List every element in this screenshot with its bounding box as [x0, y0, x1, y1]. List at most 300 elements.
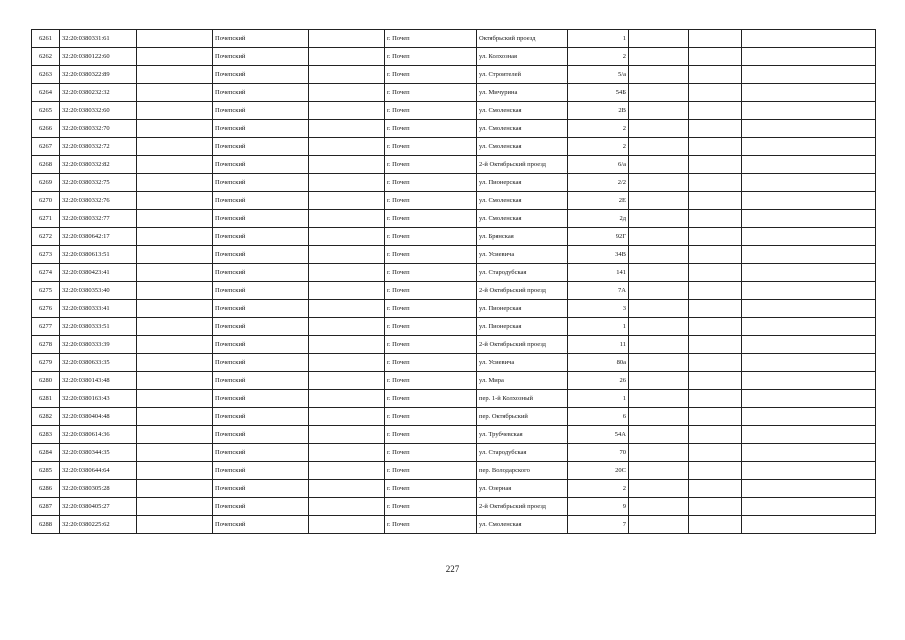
- cell-empty-col-10: [689, 84, 742, 102]
- cell-house-number: 2: [568, 138, 629, 156]
- cell-locality: г. Почеп: [385, 120, 477, 138]
- cell-cadastral-number: 32:20:0380613:51: [60, 246, 137, 264]
- cell-cadastral-number: 32:20:0380405:27: [60, 498, 137, 516]
- cell-empty-col-11: [742, 372, 876, 390]
- cell-empty-col-10: [689, 228, 742, 246]
- cell-cadastral-number: 32:20:0380331:61: [60, 30, 137, 48]
- cell-cadastral-number: 32:20:0380332:72: [60, 138, 137, 156]
- table-row: [32, 372, 876, 390]
- cell-district: Почепский: [213, 282, 309, 300]
- table-row: [32, 444, 876, 462]
- cell-empty-col-3: [137, 426, 213, 444]
- cell-empty-col-5: [309, 228, 385, 246]
- cell-house-number: 2/2: [568, 174, 629, 192]
- cell-district: Почепский: [213, 48, 309, 66]
- cell-row-number: 6261: [32, 30, 60, 48]
- cell-empty-col-11: [742, 246, 876, 264]
- table-row: [32, 66, 876, 84]
- cell-empty-col-3: [137, 48, 213, 66]
- cell-locality: г. Почеп: [385, 102, 477, 120]
- cell-locality: г. Почеп: [385, 264, 477, 282]
- cell-cadastral-number: 32:20:0380232:32: [60, 84, 137, 102]
- cell-empty-col-11: [742, 264, 876, 282]
- cell-house-number: 141: [568, 264, 629, 282]
- cell-row-number: 6263: [32, 66, 60, 84]
- cell-empty-col-3: [137, 336, 213, 354]
- cell-locality: г. Почеп: [385, 354, 477, 372]
- cell-locality: г. Почеп: [385, 444, 477, 462]
- cell-cadastral-number: 32:20:0380332:77: [60, 210, 137, 228]
- cell-cadastral-number: 32:20:0380143:48: [60, 372, 137, 390]
- cell-district: Почепский: [213, 372, 309, 390]
- cell-house-number: 92Г: [568, 228, 629, 246]
- cell-empty-col-10: [689, 174, 742, 192]
- cell-locality: г. Почеп: [385, 372, 477, 390]
- cell-house-number: 26: [568, 372, 629, 390]
- cell-empty-col-3: [137, 390, 213, 408]
- cell-empty-col-3: [137, 444, 213, 462]
- cell-locality: г. Почеп: [385, 318, 477, 336]
- cell-empty-col-9: [629, 282, 689, 300]
- cell-cadastral-number: 32:20:0380332:76: [60, 192, 137, 210]
- cell-cadastral-number: 32:20:0380305:28: [60, 480, 137, 498]
- cell-row-number: 6282: [32, 408, 60, 426]
- cell-locality: г. Почеп: [385, 84, 477, 102]
- cell-street: ул. Смоленская: [477, 102, 568, 120]
- cell-empty-col-3: [137, 102, 213, 120]
- cell-empty-col-9: [629, 354, 689, 372]
- cell-empty-col-3: [137, 192, 213, 210]
- cell-empty-col-3: [137, 138, 213, 156]
- cell-row-number: 6277: [32, 318, 60, 336]
- cell-street: 2-й Октябрьский проезд: [477, 156, 568, 174]
- cell-empty-col-9: [629, 498, 689, 516]
- cell-empty-col-11: [742, 390, 876, 408]
- cell-empty-col-3: [137, 498, 213, 516]
- cell-empty-col-5: [309, 354, 385, 372]
- cell-empty-col-9: [629, 264, 689, 282]
- cell-street: ул. Озерная: [477, 480, 568, 498]
- cell-row-number: 6272: [32, 228, 60, 246]
- cell-cadastral-number: 32:20:0380332:70: [60, 120, 137, 138]
- cell-house-number: 5/а: [568, 66, 629, 84]
- cell-locality: г. Почеп: [385, 156, 477, 174]
- cell-empty-col-10: [689, 444, 742, 462]
- cell-empty-col-10: [689, 138, 742, 156]
- cell-empty-col-11: [742, 480, 876, 498]
- cell-empty-col-3: [137, 264, 213, 282]
- cell-street: 2-й Октябрьский проезд: [477, 336, 568, 354]
- cell-row-number: 6286: [32, 480, 60, 498]
- cell-empty-col-11: [742, 408, 876, 426]
- cell-locality: г. Почеп: [385, 426, 477, 444]
- cell-locality: г. Почеп: [385, 498, 477, 516]
- cell-empty-col-9: [629, 246, 689, 264]
- cell-district: Почепский: [213, 300, 309, 318]
- cell-street: пер. Володарского: [477, 462, 568, 480]
- table-row: [32, 426, 876, 444]
- table-row: [32, 408, 876, 426]
- table-row: [32, 264, 876, 282]
- cell-locality: г. Почеп: [385, 408, 477, 426]
- cell-empty-col-11: [742, 66, 876, 84]
- cell-empty-col-3: [137, 210, 213, 228]
- table-row: [32, 174, 876, 192]
- cell-street: ул. Смоленская: [477, 516, 568, 534]
- cell-empty-col-10: [689, 408, 742, 426]
- cell-house-number: 2В: [568, 102, 629, 120]
- cell-empty-col-9: [629, 390, 689, 408]
- cell-row-number: 6281: [32, 390, 60, 408]
- cell-empty-col-5: [309, 444, 385, 462]
- cell-cadastral-number: 32:20:0380633:35: [60, 354, 137, 372]
- cell-district: Почепский: [213, 66, 309, 84]
- cell-empty-col-9: [629, 192, 689, 210]
- cell-empty-col-3: [137, 156, 213, 174]
- table-row: [32, 246, 876, 264]
- cell-house-number: 2Е: [568, 192, 629, 210]
- cell-street: Октябрьский проезд: [477, 30, 568, 48]
- cell-empty-col-11: [742, 498, 876, 516]
- cell-empty-col-3: [137, 228, 213, 246]
- cell-street: ул. Пионерская: [477, 300, 568, 318]
- cell-street: ул. Трубчевская: [477, 426, 568, 444]
- cell-empty-col-11: [742, 156, 876, 174]
- cell-street: ул. Пионерская: [477, 174, 568, 192]
- table-row: [32, 498, 876, 516]
- cell-row-number: 6265: [32, 102, 60, 120]
- cell-street: 2-й Октябрьский проезд: [477, 498, 568, 516]
- cell-locality: г. Почеп: [385, 174, 477, 192]
- cell-district: Почепский: [213, 174, 309, 192]
- cell-empty-col-11: [742, 336, 876, 354]
- cell-empty-col-10: [689, 102, 742, 120]
- cell-district: Почепский: [213, 336, 309, 354]
- cell-street: 2-й Октябрьский проезд: [477, 282, 568, 300]
- cell-street: ул. Колхозная: [477, 48, 568, 66]
- cell-empty-col-9: [629, 102, 689, 120]
- cell-row-number: 6275: [32, 282, 60, 300]
- cell-empty-col-11: [742, 462, 876, 480]
- cell-empty-col-5: [309, 390, 385, 408]
- cell-locality: г. Почеп: [385, 282, 477, 300]
- table-row: [32, 516, 876, 534]
- table-row: [32, 282, 876, 300]
- cell-district: Почепский: [213, 246, 309, 264]
- cell-street: пер. 1-й Колхозный: [477, 390, 568, 408]
- cell-empty-col-9: [629, 426, 689, 444]
- cell-empty-col-5: [309, 138, 385, 156]
- table-row: [32, 390, 876, 408]
- cell-cadastral-number: 32:20:0380333:39: [60, 336, 137, 354]
- cell-district: Почепский: [213, 228, 309, 246]
- cell-empty-col-5: [309, 210, 385, 228]
- cell-house-number: 3: [568, 300, 629, 318]
- cell-cadastral-number: 32:20:0380332:82: [60, 156, 137, 174]
- cell-empty-col-3: [137, 372, 213, 390]
- table-row: [32, 462, 876, 480]
- table-row: [32, 354, 876, 372]
- cell-house-number: 54А: [568, 426, 629, 444]
- cell-empty-col-9: [629, 210, 689, 228]
- cell-empty-col-3: [137, 174, 213, 192]
- cell-house-number: 9: [568, 498, 629, 516]
- cell-district: Почепский: [213, 192, 309, 210]
- cell-house-number: 70: [568, 444, 629, 462]
- cell-empty-col-10: [689, 480, 742, 498]
- cell-empty-col-10: [689, 426, 742, 444]
- cell-empty-col-11: [742, 120, 876, 138]
- table-row: [32, 102, 876, 120]
- cell-empty-col-3: [137, 300, 213, 318]
- table-row: [32, 192, 876, 210]
- cell-row-number: 6280: [32, 372, 60, 390]
- cell-empty-col-5: [309, 516, 385, 534]
- cell-row-number: 6268: [32, 156, 60, 174]
- cell-house-number: 11: [568, 336, 629, 354]
- cell-row-number: 6273: [32, 246, 60, 264]
- cell-cadastral-number: 32:20:0380353:40: [60, 282, 137, 300]
- cell-cadastral-number: 32:20:0380322:89: [60, 66, 137, 84]
- cell-cadastral-number: 32:20:0380333:51: [60, 318, 137, 336]
- cell-district: Почепский: [213, 84, 309, 102]
- cell-empty-col-3: [137, 480, 213, 498]
- table-row: [32, 228, 876, 246]
- cell-locality: г. Почеп: [385, 300, 477, 318]
- cell-empty-col-5: [309, 246, 385, 264]
- cell-empty-col-11: [742, 426, 876, 444]
- cell-house-number: 2д: [568, 210, 629, 228]
- cell-row-number: 6264: [32, 84, 60, 102]
- cell-street: ул. Смоленская: [477, 120, 568, 138]
- cell-house-number: 80а: [568, 354, 629, 372]
- cell-house-number: 1: [568, 30, 629, 48]
- cell-district: Почепский: [213, 444, 309, 462]
- cell-cadastral-number: 32:20:0380163:43: [60, 390, 137, 408]
- cell-locality: г. Почеп: [385, 462, 477, 480]
- cell-district: Почепский: [213, 120, 309, 138]
- cell-district: Почепский: [213, 498, 309, 516]
- cell-empty-col-3: [137, 120, 213, 138]
- cell-empty-col-3: [137, 84, 213, 102]
- cell-district: Почепский: [213, 264, 309, 282]
- cell-street: ул. Строителей: [477, 66, 568, 84]
- cell-empty-col-9: [629, 444, 689, 462]
- cell-row-number: 6266: [32, 120, 60, 138]
- cell-locality: г. Почеп: [385, 480, 477, 498]
- cell-empty-col-9: [629, 138, 689, 156]
- cell-locality: г. Почеп: [385, 48, 477, 66]
- cell-empty-col-10: [689, 192, 742, 210]
- cell-empty-col-10: [689, 372, 742, 390]
- cell-street: ул. Мичурина: [477, 84, 568, 102]
- cell-empty-col-11: [742, 174, 876, 192]
- cell-empty-col-9: [629, 48, 689, 66]
- cell-empty-col-9: [629, 156, 689, 174]
- cell-empty-col-5: [309, 336, 385, 354]
- cell-empty-col-5: [309, 426, 385, 444]
- cell-street: ул. Пионерская: [477, 318, 568, 336]
- cell-empty-col-10: [689, 462, 742, 480]
- cell-empty-col-10: [689, 48, 742, 66]
- cell-locality: г. Почеп: [385, 30, 477, 48]
- table-row: [32, 336, 876, 354]
- cell-empty-col-5: [309, 498, 385, 516]
- cell-cadastral-number: 32:20:0380614:36: [60, 426, 137, 444]
- cell-empty-col-9: [629, 84, 689, 102]
- cell-house-number: 2: [568, 480, 629, 498]
- cell-empty-col-9: [629, 336, 689, 354]
- cell-empty-col-9: [629, 228, 689, 246]
- cell-house-number: 6/а: [568, 156, 629, 174]
- cell-empty-col-10: [689, 390, 742, 408]
- cell-empty-col-9: [629, 318, 689, 336]
- table-row: [32, 84, 876, 102]
- land-plots-table: [31, 29, 876, 534]
- cell-empty-col-5: [309, 84, 385, 102]
- cell-empty-col-9: [629, 372, 689, 390]
- cell-empty-col-5: [309, 120, 385, 138]
- cell-cadastral-number: 32:20:0380333:41: [60, 300, 137, 318]
- table-row: [32, 300, 876, 318]
- cell-empty-col-11: [742, 138, 876, 156]
- cell-street: ул. Смоленская: [477, 192, 568, 210]
- cell-empty-col-11: [742, 48, 876, 66]
- cell-street: ул. Брянская: [477, 228, 568, 246]
- cell-empty-col-11: [742, 444, 876, 462]
- cell-empty-col-11: [742, 300, 876, 318]
- cell-district: Почепский: [213, 408, 309, 426]
- cell-empty-col-10: [689, 210, 742, 228]
- cell-empty-col-11: [742, 354, 876, 372]
- cell-locality: г. Почеп: [385, 390, 477, 408]
- cell-empty-col-11: [742, 516, 876, 534]
- cell-empty-col-5: [309, 480, 385, 498]
- cell-district: Почепский: [213, 516, 309, 534]
- cell-cadastral-number: 32:20:0380423:41: [60, 264, 137, 282]
- cell-row-number: 6279: [32, 354, 60, 372]
- cell-empty-col-3: [137, 516, 213, 534]
- cell-street: ул. Усиевича: [477, 246, 568, 264]
- cell-empty-col-10: [689, 120, 742, 138]
- cell-empty-col-5: [309, 192, 385, 210]
- cell-cadastral-number: 32:20:0380642:17: [60, 228, 137, 246]
- cell-empty-col-5: [309, 174, 385, 192]
- cell-empty-col-11: [742, 282, 876, 300]
- cell-row-number: 6267: [32, 138, 60, 156]
- cell-house-number: 54Б: [568, 84, 629, 102]
- cell-empty-col-3: [137, 30, 213, 48]
- cell-empty-col-9: [629, 462, 689, 480]
- cell-district: Почепский: [213, 102, 309, 120]
- cell-empty-col-10: [689, 156, 742, 174]
- cell-row-number: 6274: [32, 264, 60, 282]
- cell-empty-col-10: [689, 66, 742, 84]
- cell-row-number: 6270: [32, 192, 60, 210]
- cell-empty-col-11: [742, 30, 876, 48]
- cell-district: Почепский: [213, 426, 309, 444]
- cell-empty-col-11: [742, 102, 876, 120]
- cell-street: ул. Усиевича: [477, 354, 568, 372]
- cell-row-number: 6287: [32, 498, 60, 516]
- cell-district: Почепский: [213, 462, 309, 480]
- cell-house-number: 1: [568, 390, 629, 408]
- cell-cadastral-number: 32:20:0380404:48: [60, 408, 137, 426]
- cell-empty-col-10: [689, 282, 742, 300]
- cell-locality: г. Почеп: [385, 138, 477, 156]
- cell-cadastral-number: 32:20:0380225:62: [60, 516, 137, 534]
- cell-empty-col-10: [689, 318, 742, 336]
- table-row: [32, 156, 876, 174]
- cell-empty-col-3: [137, 66, 213, 84]
- cell-cadastral-number: 32:20:0380122:60: [60, 48, 137, 66]
- cell-locality: г. Почеп: [385, 336, 477, 354]
- cell-empty-col-10: [689, 264, 742, 282]
- cell-street: ул. Смоленская: [477, 138, 568, 156]
- cell-house-number: 2: [568, 120, 629, 138]
- cell-row-number: 6278: [32, 336, 60, 354]
- cell-empty-col-11: [742, 318, 876, 336]
- cell-cadastral-number: 32:20:0380344:35: [60, 444, 137, 462]
- cell-house-number: 34В: [568, 246, 629, 264]
- cell-street: ул. Стародубская: [477, 444, 568, 462]
- cell-empty-col-9: [629, 300, 689, 318]
- cell-empty-col-11: [742, 210, 876, 228]
- cell-house-number: 1: [568, 318, 629, 336]
- cell-locality: г. Почеп: [385, 66, 477, 84]
- cell-row-number: 6285: [32, 462, 60, 480]
- cell-street: ул. Смоленская: [477, 210, 568, 228]
- cell-row-number: 6283: [32, 426, 60, 444]
- cell-cadastral-number: 32:20:0380644:64: [60, 462, 137, 480]
- cell-row-number: 6269: [32, 174, 60, 192]
- cell-locality: г. Почеп: [385, 228, 477, 246]
- cell-empty-col-11: [742, 84, 876, 102]
- cell-street: ул. Стародубская: [477, 264, 568, 282]
- cell-district: Почепский: [213, 318, 309, 336]
- cell-empty-col-11: [742, 192, 876, 210]
- cell-empty-col-10: [689, 354, 742, 372]
- table-row: [32, 120, 876, 138]
- cell-empty-col-5: [309, 156, 385, 174]
- table-row: [32, 318, 876, 336]
- cell-empty-col-3: [137, 282, 213, 300]
- cell-district: Почепский: [213, 390, 309, 408]
- cell-row-number: 6288: [32, 516, 60, 534]
- cell-empty-col-9: [629, 480, 689, 498]
- cell-row-number: 6262: [32, 48, 60, 66]
- cell-empty-col-5: [309, 282, 385, 300]
- cell-locality: г. Почеп: [385, 192, 477, 210]
- cell-empty-col-5: [309, 408, 385, 426]
- cell-district: Почепский: [213, 30, 309, 48]
- cell-locality: г. Почеп: [385, 246, 477, 264]
- cell-empty-col-9: [629, 516, 689, 534]
- cell-empty-col-9: [629, 66, 689, 84]
- cell-empty-col-5: [309, 102, 385, 120]
- cell-cadastral-number: 32:20:0380332:60: [60, 102, 137, 120]
- cell-empty-col-3: [137, 246, 213, 264]
- cell-empty-col-3: [137, 408, 213, 426]
- cell-empty-col-9: [629, 120, 689, 138]
- cell-empty-col-5: [309, 300, 385, 318]
- cell-empty-col-9: [629, 30, 689, 48]
- cell-empty-col-3: [137, 318, 213, 336]
- cell-row-number: 6271: [32, 210, 60, 228]
- cell-empty-col-10: [689, 246, 742, 264]
- cell-empty-col-5: [309, 30, 385, 48]
- page-number: 227: [445, 564, 460, 574]
